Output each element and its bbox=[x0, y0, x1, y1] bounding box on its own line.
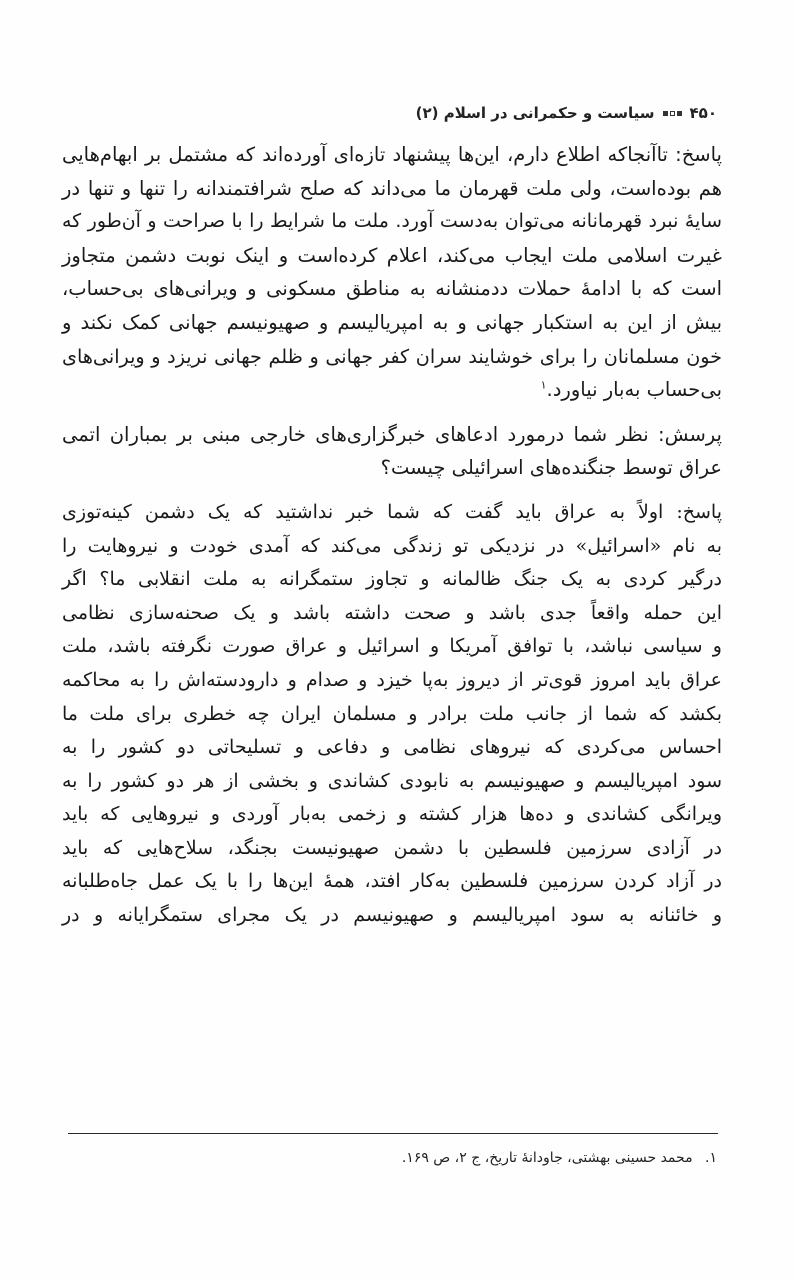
text-line: احساس می‌کردی که نیروهای نظامی و دفاعی و تسلیحاتی دو کشور را به bbox=[62, 736, 722, 759]
text-line: هم بوده‌است، ولی ملت قهرمان ما می‌داند که صلح شرافتمندانه را تنها و تنها در bbox=[62, 176, 722, 200]
text-line: در آزاد کردن سرزمین فلسطین به‌کار افتد، همهٔ این‌ها را با یک عمل جاه‌طلبانه bbox=[62, 870, 722, 893]
text-line: و سیاسی نباشد، با توافق آمریکا و اسرائیل و عراق صورت نگرفته باشد، ملت bbox=[62, 635, 722, 658]
text-line-content: بی‌حساب به‌بار نیاورد. bbox=[546, 378, 722, 402]
text-line bbox=[62, 373, 722, 407]
text-line: عراق توسط جنگنده‌های اسرائیلی چیست؟ bbox=[380, 456, 722, 480]
footnote bbox=[402, 1150, 717, 1166]
text-line: بیش از این به استکبار جهانی و به امپریالیسم و صهیونیسم جهانی کمک نکند و bbox=[62, 310, 722, 334]
question-paragraph bbox=[62, 418, 722, 485]
text-line: خون مسلمانان را برای خوشایند سران کفر جهانی و ظلم جهانی نریزد و ویرانی‌های bbox=[62, 344, 722, 368]
text-line: و خائنانه به سود امپریالیسم و صهیونیسم در یک مجرای ستمگرایانه و در bbox=[62, 904, 722, 927]
text-line: سایهٔ نبرد قهرمانانه می‌توان به‌دست آورد. ملت ما شرایط را با صراحت و آن‌طور که bbox=[62, 210, 722, 233]
answer-paragraph-1 bbox=[62, 138, 722, 407]
text-line: است که با ادامهٔ حملات ددمنشانه به مناطق مسکونی و ویرانی‌های بی‌حساب، bbox=[62, 277, 722, 301]
text-line: پاسخ: اولاً به عراق باید گفت که شما خبر نداشتید که یک دشمن کینه‌توزی bbox=[62, 500, 722, 523]
running-header bbox=[416, 104, 717, 122]
text-line: درگیر کردی به یک جنگ ظالمانه و تجاوز ستمگرانه به ملت انقلابی ما؟ اگر bbox=[62, 568, 722, 591]
text-line: غیرت اسلامی ملت ایجاب می‌کند، اعلام کرده‌است و اینک نوبت دشمن متجاوز bbox=[62, 243, 722, 267]
text-line: این حمله واقعاً جدی باشد و صحت داشته باشد و یک صحنه‌سازی نظامی bbox=[62, 601, 722, 624]
text-line: عراق باید امروز قوی‌تر از دیروز به‌پا خیزد و صدام و دارودسته‌اش را به محاکمه bbox=[62, 668, 722, 691]
text-line: ویرانگی کشاندی و ده‌ها هزار کشته و زخمی به‌بار آوردی و نیروهایی که باید bbox=[62, 803, 722, 826]
footnote-divider bbox=[68, 1133, 718, 1134]
footnote-reference[interactable]: ۱ bbox=[540, 378, 547, 392]
footnote-number: ۱. bbox=[705, 1150, 717, 1166]
page-number: ۴۵۰ bbox=[689, 104, 717, 122]
square-ornament-icon bbox=[663, 111, 682, 116]
text-line: پاسخ: تاآنجاکه اطلاع دارم، این‌ها پیشنهاد تازه‌ای آورده‌اند که مشتمل بر ابهام‌هایی bbox=[62, 143, 722, 166]
book-title: سیاست و حکمرانی در اسلام (۲) bbox=[415, 104, 655, 122]
text-line: بکشد که شما از جانب ملت برادر و مسلمان ایران چه خطری برای ملت ما bbox=[62, 702, 722, 725]
text-line: سود امپریالیسم و صهیونیسم به نابودی کشاندی و بخشی از هر دو کشور را به bbox=[62, 769, 722, 792]
footnote-text: محمد حسینی بهشتی، جاودانهٔ تاریخ، ج ۲، ص ۱۶۹. bbox=[401, 1150, 693, 1166]
text-line: به نام «اسرائیل» در نزدیکی تو زندگی می‌کند که آمدی خودت و نیروهایت را bbox=[62, 534, 722, 557]
text-line: پرسش: نظر شما درمورد ادعاهای خبرگزاری‌های خارجی مبنی بر بمباران اتمی bbox=[62, 422, 722, 446]
main-text bbox=[62, 138, 722, 933]
answer-paragraph-2 bbox=[62, 496, 722, 933]
text-line: در آزادی سرزمین فلسطین با دشمن صهیونیست بجنگد، سلاح‌هایی که باید bbox=[62, 836, 722, 859]
